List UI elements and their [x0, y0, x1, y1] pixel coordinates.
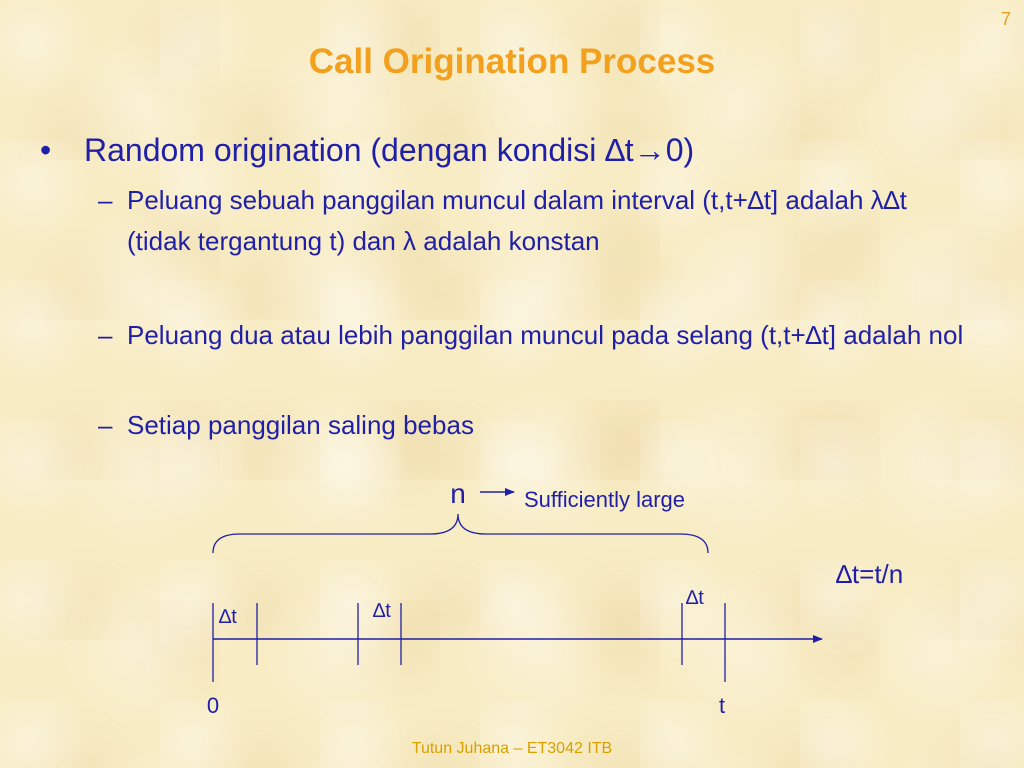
sub-item-text: Peluang sebuah panggilan muncul dalam interval (t,t+∆t] adalah λ∆t (tidak tergantung t) dan λ adalah konstan: [127, 185, 907, 256]
sub-item-text: Peluang dua atau lebih panggilan muncul pada selang (t,t+∆t] adalah nol: [127, 320, 964, 350]
bullet-marker: •: [40, 132, 52, 168]
end-time-label: t: [718, 693, 726, 718]
dash-marker: –: [98, 185, 113, 215]
sub-item-text: Setiap panggilan saling bebas: [127, 410, 474, 440]
grouping-brace: [213, 514, 708, 553]
delta-t-label: ∆t: [686, 587, 704, 609]
dash-marker: –: [98, 320, 113, 350]
sufficiently-large-label: Sufficiently large: [524, 487, 686, 512]
footer: Tutun Juhana – ET3042 ITB: [411, 740, 613, 757]
origin-label: 0: [206, 693, 220, 718]
slide-title: Call Origination Process: [308, 42, 716, 81]
delta-t-label: ∆t: [373, 600, 391, 622]
delta-t-label: ∆t: [219, 606, 237, 628]
delta-t-formula: ∆t=t/n: [836, 559, 904, 589]
n-label: n: [450, 478, 466, 509]
slide-number: 7: [1000, 9, 1011, 29]
bullet-text: Random origination (dengan kondisi ∆t→0): [84, 132, 695, 168]
dash-marker: –: [98, 410, 113, 440]
